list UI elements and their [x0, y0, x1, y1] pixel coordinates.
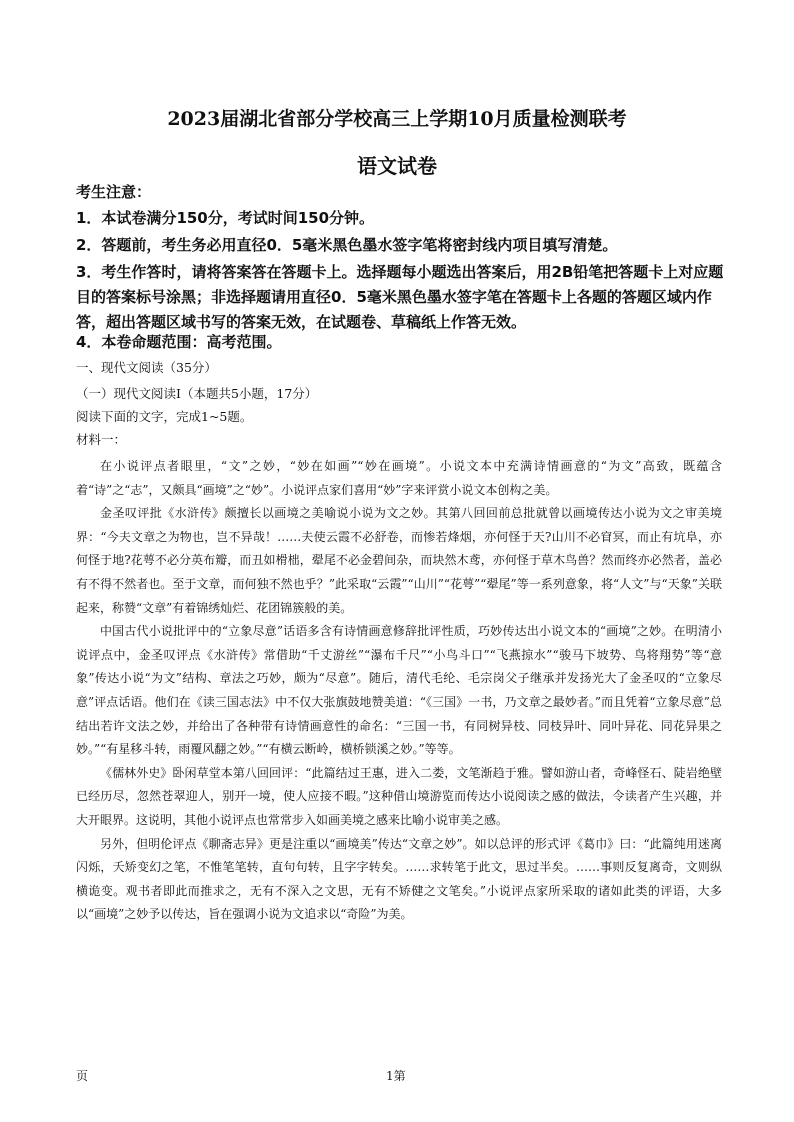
- page-subtitle: 语文试卷: [357, 154, 437, 178]
- notice-item: 2．答题前，考生务必用直径0．5毫米黑色墨水签字笔将密封线内项目填写清楚。: [76, 236, 618, 254]
- footer-page-number: 1第: [386, 1069, 406, 1083]
- paragraph: 在小说评点者眼里，“文”之妙，“妙在如画”“妙在画境”。小说文本中充满诗情画意的“为文”高致，既蕴含着“诗”之“志”，又颇具“画境”之“妙”。小说评点家们喜用“妙”字来评赏小说文本创构之美。: [76, 459, 722, 497]
- article-body: [76, 455, 722, 927]
- material-label: 材料一：: [76, 432, 127, 447]
- notice-item: 1．本试卷满分150分，考试时间150分钟。: [76, 209, 375, 227]
- notice-item: 4．本卷命题范围：高考范围。: [76, 333, 282, 351]
- notice-item: 3．考生作答时，请将答案答在答题卡上。选择题每小题选出答案后，用2B铅笔把答题卡上对应题目的答案标号涂黑；非选择题请用直径0．5毫米黑色墨水签字笔在答题卡上各题的答题区域内作答，超出答题区域书写的答案无效，在试题卷、草稿纸上作答无效。: [76, 263, 724, 331]
- paragraph: 中国古代小说批评中的“立象尽意”话语多含有诗情画意修辞批评性质，巧妙传达出小说文本的“画境”之妙。在明清小说评点中，金圣叹评点《水浒传》常借助“千丈游丝”“瀑布千尺”“小鸟斗口”“飞燕掠水”“骏马下坡势、鸟将翔势”等“意象”传达小说“为文”结构、章法之巧妙，颇为“尽意”。随后，清代毛纶、毛宗岗父子继承并发扬光大了金圣叹的“立象尽意”评点话语。他们在《读三国志法》中不仅大张旗鼓地赞美道：“《三国》一书，乃文章之最妙者。”而且凭着“立象尽意”总结出若许文法之妙，并给出了各种带有诗情画意性的命名：“三国一书，有同树异枝、同枝异叶、同叶异花、同花异果之妙。”“有星移斗转，雨覆风翻之妙。”“有横云断岭，横桥锁溪之妙。”等等。: [76, 624, 722, 757]
- section-sub: （一）现代文阅读Ⅰ（本题共5小题，17分）: [76, 386, 318, 401]
- footer-page-label: 页: [76, 1069, 89, 1083]
- paragraph: 另外，但明伦评点《聊斋志异》更是注重以“画境美”传达“文章之妙”。如以总评的形式评《葛巾》曰：“此篇纯用迷离闪烁，夭矫变幻之笔，不惟笔笔转，直句句转，且字字转矣。……求转笔于此文，思过半矣。……事则反复离奇，文则纵横诡变。观书者即此而推求之，无有不深入之文思，无有不矫健之文笔矣。”小说评点家所采取的诸如此类的评语，大多以“画境”之妙予以传达，旨在强调小说为文追求以“奇险”为美。: [76, 836, 722, 922]
- section-part: 一、现代文阅读（35分）: [76, 360, 217, 375]
- paragraph: 金圣叹评批《水浒传》颇擅长以画境之美喻说小说为文之妙。其第八回回前总批就曾以画境传达小说为文之审美境界：“今夫文章之为物也，岂不异哉！……夫使云霞不必舒卷，而惨若烽烟，亦何怪于天?山川不必窅冥，而止有坑阜，亦何怪于地?花萼不必分英布瓣，而丑如榾柮，翚尾不必金碧间杂，而块然木鸢，亦何怪于草木鸟兽？然而终亦必然者，盖必有不得不然者也。至于文章，而何独不然也乎？”此采取“云霞”“山川”“花萼”“翚尾”等一系列意象，将“人文”与“天象”关联起来，称赞“文章”有着锦绣灿烂、花团锦簇般的美。: [76, 506, 722, 615]
- section-instruction: 阅读下面的文字，完成1~5题。: [76, 409, 253, 424]
- page-title: 2023届湖北省部分学校高三上学期10月质量检测联考: [167, 108, 627, 130]
- notice-heading: 考生注意：: [76, 183, 152, 201]
- paragraph: 《儒林外史》卧闲草堂本第八回回评：“此篇结过王惠，进入二娄，文笔渐趋于雅。譬如游山者，奇峰怪石、陡岩绝壁已经历尽，忽然苍翠迎人，别开一境，使人应接不暇。”这种借山境游览而传达小说阅读之感的做法，令读者产生兴趣，并大开眼界。这说明，其他小说评点也常常步入如画美境之感来比喻小说审美之感。: [76, 765, 722, 827]
